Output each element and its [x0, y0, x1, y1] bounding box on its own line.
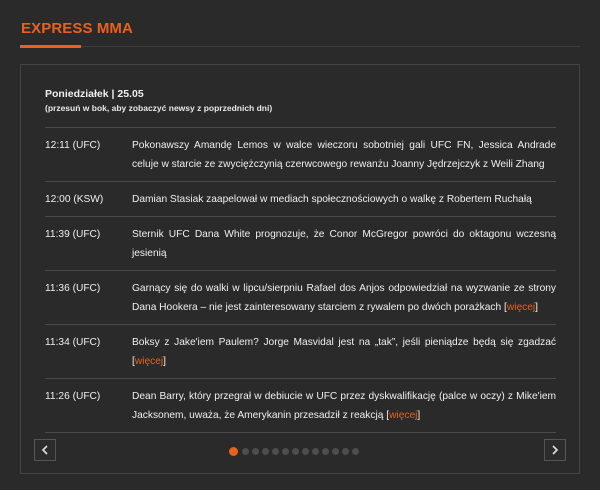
pagination-dot[interactable]	[322, 448, 329, 455]
news-time: 11:26 (UFC)	[45, 391, 101, 402]
news-headline[interactable]: Damian Stasiak zaapelował w mediach społecznościowych o walkę z Robertem Ruchałą	[132, 194, 532, 205]
news-text: Boksy z Jake'iem Paulem? Jorge Masvidal jest na „tak”, jeśli pieniądze będą się zgadzać [więcej]	[132, 337, 556, 367]
news-headline[interactable]: Dean Barry, który przegrał w debiucie w UFC przez dyskwalifikację (palce w oczy) z Mike'iem Jacksonem, uważa, że Amerykanin przesadził z reakcją	[132, 391, 556, 421]
pagination-dot[interactable]	[262, 448, 269, 455]
pagination-dot[interactable]	[302, 448, 309, 455]
news-panel	[20, 64, 580, 474]
news-text	[132, 225, 556, 263]
news-text: Garnący się do walki w lipcu/sierpniu Rafael dos Anjos odpowiedział na wyzwanie ze strony Dana Hookera – nie jest zainteresowany starciem z rywalem po dwóch porażkach [więcej]	[132, 283, 556, 313]
news-time: 11:39 (UFC)	[45, 229, 101, 240]
pagination-dot[interactable]	[229, 447, 238, 456]
pagination-dot[interactable]	[332, 448, 339, 455]
chevron-left-icon	[41, 445, 49, 455]
news-time: 11:34 (UFC)	[45, 337, 101, 348]
next-button[interactable]	[544, 439, 566, 461]
pagination-dot[interactable]	[312, 448, 319, 455]
more-link[interactable]: więcej	[389, 410, 418, 421]
news-headline[interactable]: Pokonawszy Amandę Lemos w walce wieczoru sobotniej gali UFC FN, Jessica Andrade celuje w starcie ze zwyciężczynią czerwcowego rewanżu Joanny Jędrzejczyk z Weili Zhang	[132, 140, 556, 170]
news-time: 12:11 (UFC)	[45, 140, 101, 151]
news-item[interactable]	[45, 182, 556, 217]
news-text	[132, 190, 556, 209]
pagination-dots	[229, 447, 359, 456]
news-headline[interactable]: Sternik UFC Dana White prognozuje, że Conor McGregor powróci do oktagonu wczesną jesienią	[132, 229, 556, 259]
more-link[interactable]: więcej	[134, 356, 164, 367]
pagination-dot[interactable]	[272, 448, 279, 455]
pagination-dot[interactable]	[342, 448, 349, 455]
news-list	[45, 127, 556, 433]
news-time: 11:36 (UFC)	[45, 283, 101, 294]
title-underline	[20, 45, 81, 48]
header-divider	[20, 46, 580, 47]
news-headline[interactable]: Garnący się do walki w lipcu/sierpniu Rafael dos Anjos odpowiedział na wyzwanie ze strony Dana Hookera – nie jest zainteresowany starciem z rywalem po dwóch porażkach	[132, 283, 556, 313]
prev-button[interactable]	[34, 439, 56, 461]
news-text: Dean Barry, który przegrał w debiucie w UFC przez dyskwalifikację (palce w oczy) z Mike'iem Jacksonem, uważa, że Amerykanin przesadził z reakcją [więcej]	[132, 391, 556, 421]
news-headline[interactable]: Boksy z Jake'iem Paulem? Jorge Masvidal jest na „tak”, jeśli pieniądze będą się zgadzać	[132, 337, 556, 348]
news-item[interactable]	[45, 217, 556, 271]
news-time: 12:00 (KSW)	[45, 194, 104, 205]
pagination-dot[interactable]	[252, 448, 259, 455]
pagination-dot[interactable]	[352, 448, 359, 455]
section-title: EXPRESS MMA	[21, 20, 133, 37]
pagination-dot[interactable]	[292, 448, 299, 455]
news-item[interactable]	[45, 271, 556, 325]
news-item[interactable]	[45, 379, 556, 433]
pagination-dot[interactable]	[282, 448, 289, 455]
news-item[interactable]	[45, 128, 556, 182]
day-heading: Poniedziałek | 25.05	[45, 88, 144, 100]
chevron-right-icon	[551, 445, 559, 455]
more-link[interactable]: więcej	[506, 302, 536, 313]
swipe-hint: (przesuń w bok, aby zobaczyć newsy z poprzednich dni)	[45, 103, 273, 113]
news-item[interactable]	[45, 325, 556, 379]
pagination-dot[interactable]	[242, 448, 249, 455]
news-text	[132, 136, 556, 174]
